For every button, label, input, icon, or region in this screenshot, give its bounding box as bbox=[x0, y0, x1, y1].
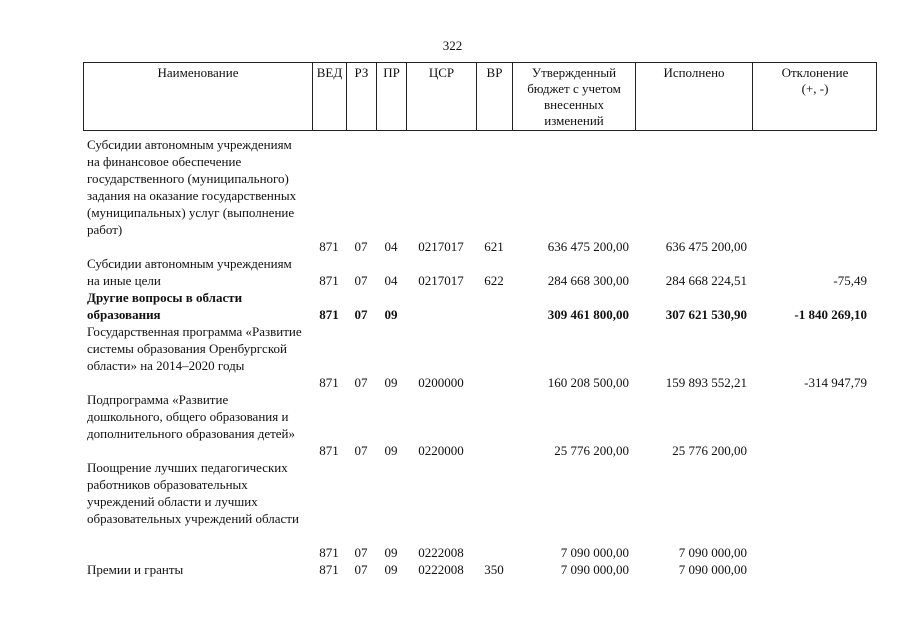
row-executed: 7 090 000,00 bbox=[678, 562, 747, 577]
header-bottom-border bbox=[83, 130, 877, 131]
row-approved: 284 668 300,00 bbox=[547, 273, 629, 288]
row-pr: 04 bbox=[384, 239, 398, 254]
row-executed: 7 090 000,00 bbox=[678, 545, 747, 560]
row-executed: 25 776 200,00 bbox=[672, 443, 747, 458]
row-executed: 284 668 224,51 bbox=[665, 273, 747, 288]
table-row bbox=[0, 255, 905, 289]
row-pr: 09 bbox=[384, 562, 398, 577]
table-row bbox=[0, 136, 905, 255]
page-number: 322 bbox=[442, 38, 463, 53]
row-pr: 09 bbox=[384, 375, 398, 390]
row-csr: 0217017 bbox=[418, 273, 464, 288]
header-pr: ПР bbox=[376, 62, 406, 130]
row-executed: 159 893 552,21 bbox=[665, 375, 747, 390]
row-name: Субсидии автономным учреждениям на иные цели bbox=[87, 256, 292, 288]
row-rz: 07 bbox=[354, 239, 368, 254]
table-row bbox=[0, 323, 905, 391]
row-csr: 0220000 bbox=[418, 443, 464, 458]
header-csr: ЦСР bbox=[406, 62, 476, 130]
row-rz: 07 bbox=[354, 273, 368, 288]
row-approved: 160 208 500,00 bbox=[547, 375, 629, 390]
row-ved: 871 bbox=[319, 307, 339, 322]
row-approved: 7 090 000,00 bbox=[560, 562, 629, 577]
row-ved: 871 bbox=[319, 239, 339, 254]
header-deviation: Отклонение (+, -) bbox=[752, 62, 877, 130]
row-name: Государственная программа «Развитие системы образования Оренбургской области» на 2014–2020 годы bbox=[87, 324, 302, 373]
row-ved: 871 bbox=[319, 273, 339, 288]
row-ved: 871 bbox=[319, 545, 339, 560]
row-vr: 621 bbox=[484, 239, 504, 254]
row-approved: 7 090 000,00 bbox=[560, 545, 629, 560]
row-approved: 636 475 200,00 bbox=[547, 239, 629, 254]
row-pr: 09 bbox=[384, 443, 398, 458]
table-row bbox=[0, 561, 905, 578]
table-header bbox=[83, 62, 877, 130]
row-rz: 07 bbox=[354, 443, 368, 458]
row-pr: 04 bbox=[384, 273, 398, 288]
row-name: Подпрограмма «Развитие дошкольного, общего образования и дополнительного образования детей» bbox=[87, 392, 295, 441]
row-ved: 871 bbox=[319, 375, 339, 390]
row-name: Субсидии автономным учреждениям на финансовое обеспечение государственного (муниципального) задания на оказание государственных (муниципальных) услуг (выполнение работ) bbox=[87, 137, 297, 237]
header-vr: ВР bbox=[476, 62, 512, 130]
header-rz: РЗ bbox=[346, 62, 376, 130]
table-row bbox=[0, 459, 905, 561]
row-rz: 07 bbox=[354, 375, 368, 390]
row-name: Поощрение лучших педагогических работников образовательных учреждений области и лучших образовательных учреждений области bbox=[87, 460, 299, 526]
row-executed: 307 621 530,90 bbox=[665, 307, 747, 322]
row-ved: 871 bbox=[319, 443, 339, 458]
row-rz: 07 bbox=[354, 307, 368, 322]
header-executed: Исполнено bbox=[635, 62, 752, 130]
row-name: Другие вопросы в области образования bbox=[87, 290, 243, 322]
table-row bbox=[0, 391, 905, 459]
header-approved: Утвержденный бюджет с учетом внесенных изменений bbox=[512, 62, 635, 130]
row-csr: 0217017 bbox=[418, 239, 464, 254]
row-ved: 871 bbox=[319, 562, 339, 577]
row-approved: 309 461 800,00 bbox=[547, 307, 629, 322]
row-name: Премии и гранты bbox=[87, 562, 184, 577]
row-csr: 0200000 bbox=[418, 375, 464, 390]
row-deviation: -314 947,79 bbox=[804, 375, 867, 390]
row-csr: 0222008 bbox=[418, 562, 464, 577]
header-right-border bbox=[876, 62, 877, 130]
row-pr: 09 bbox=[384, 307, 398, 322]
row-vr: 350 bbox=[484, 562, 504, 577]
header-ved: ВЕД bbox=[312, 62, 346, 130]
row-deviation: -75,49 bbox=[833, 273, 867, 288]
row-deviation: -1 840 269,10 bbox=[794, 307, 867, 322]
row-pr: 09 bbox=[384, 545, 398, 560]
table-body bbox=[0, 136, 905, 578]
table-row bbox=[0, 289, 905, 323]
row-approved: 25 776 200,00 bbox=[554, 443, 629, 458]
row-executed: 636 475 200,00 bbox=[665, 239, 747, 254]
header-name: Наименование bbox=[83, 62, 312, 130]
row-rz: 07 bbox=[354, 545, 368, 560]
row-rz: 07 bbox=[354, 562, 368, 577]
row-csr: 0222008 bbox=[418, 545, 464, 560]
row-vr: 622 bbox=[484, 273, 504, 288]
